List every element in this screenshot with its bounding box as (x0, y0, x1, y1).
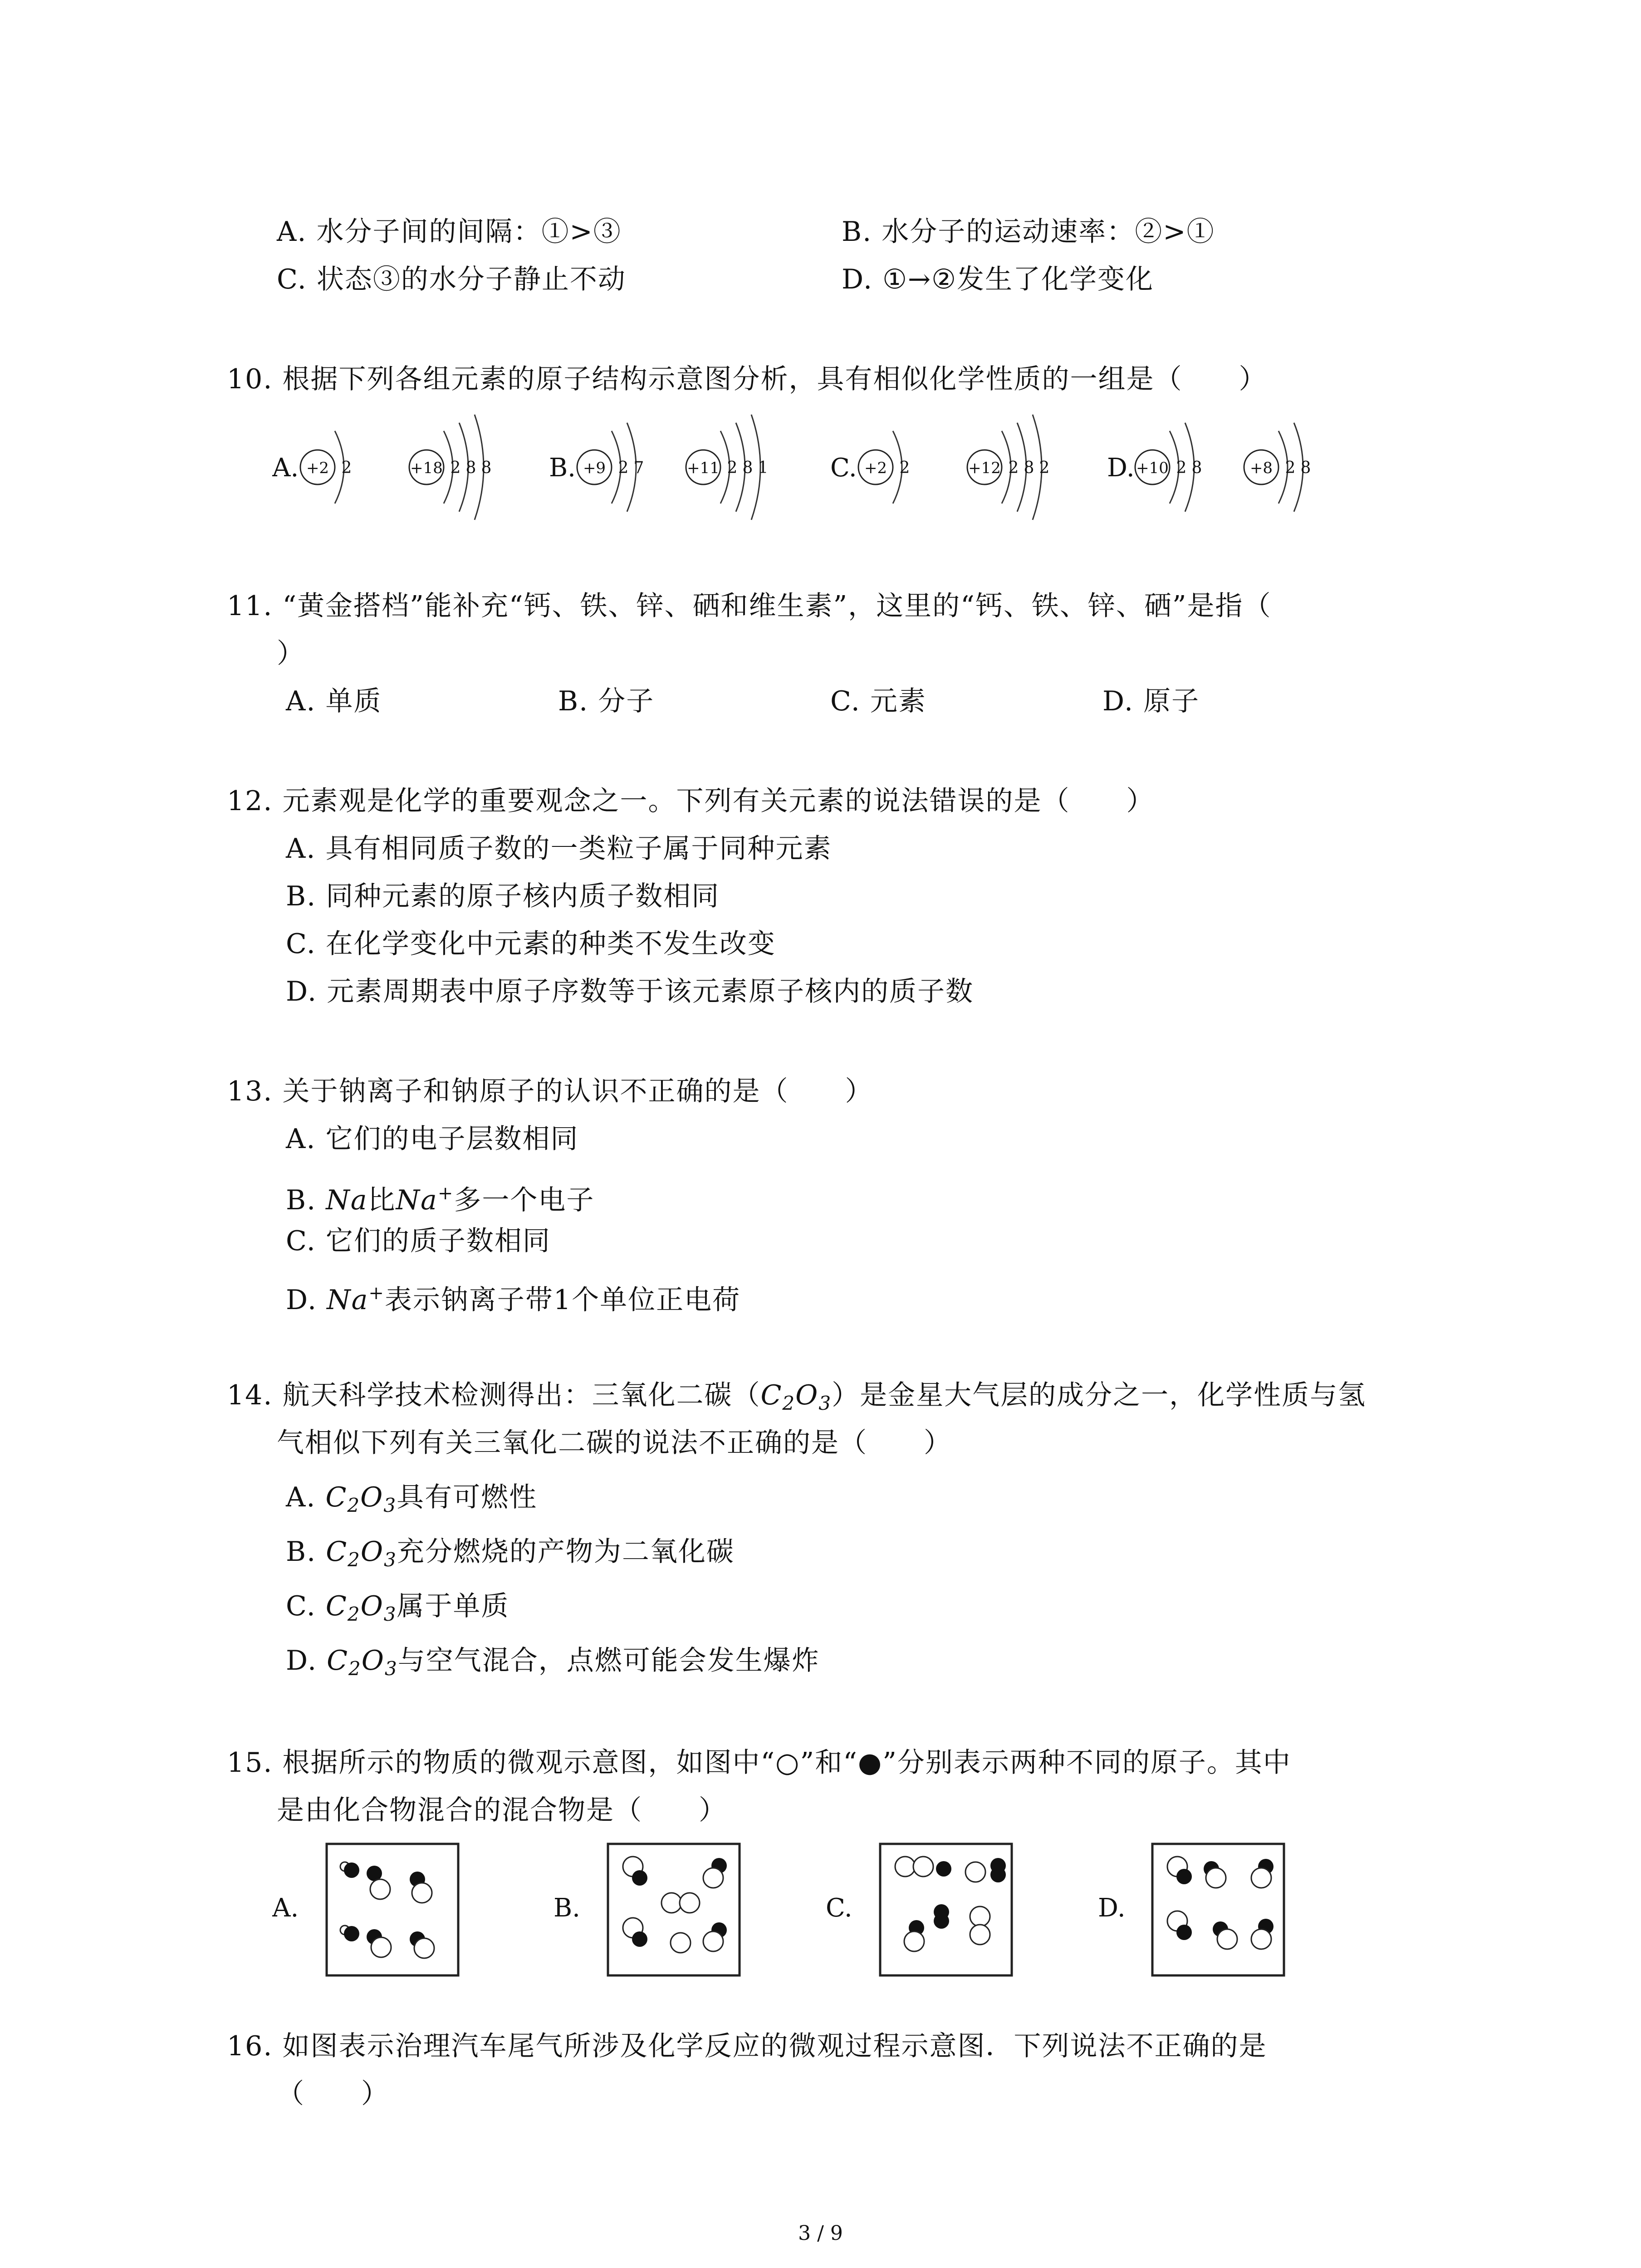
shell-electron-count: 2 (1285, 459, 1296, 477)
nucleus-charge: +12 (968, 459, 1001, 477)
white-atom (680, 1893, 700, 1913)
formula-sub-3: 3 (384, 1657, 398, 1680)
option-label: A. (272, 1893, 299, 1923)
q9-option-b: B. 水分子的运动速率：②>① (842, 216, 1215, 248)
shell-electron-count: 2 (899, 459, 910, 477)
q14-c-label: C. (286, 1590, 326, 1622)
black-atom (632, 1931, 647, 1947)
q13-b-mid: 比 (367, 1184, 396, 1216)
nucleus-charge: +11 (687, 459, 720, 477)
black-atom (934, 1913, 949, 1929)
white-atom (913, 1857, 933, 1877)
option-label: C. (826, 1893, 852, 1923)
shell-electron-count: 8 (1024, 459, 1034, 477)
q13-option-a: A. 它们的电子层数相同 (286, 1123, 579, 1155)
formula-c: C (325, 1590, 348, 1622)
q11-option-a: A. 单质 (286, 685, 382, 717)
q14-option-d (286, 1644, 820, 1685)
shell-electron-count: 2 (450, 459, 461, 477)
nucleus-charge: +10 (1136, 459, 1169, 477)
q14-option-b (286, 1535, 735, 1576)
q13-stem: 13. 关于钠离子和钠原子的认识不正确的是（ ） (227, 1075, 873, 1107)
microscopic-diagrams (272, 1837, 1325, 1982)
nucleus-charge: +2 (306, 459, 329, 477)
shell-electron-count: 8 (1300, 459, 1311, 477)
formula-sub-3: 3 (383, 1494, 397, 1516)
q13-d-label: D. (286, 1284, 327, 1316)
black-atom (1176, 1869, 1192, 1884)
nucleus-charge: +2 (864, 459, 887, 477)
q13-b-charge: + (437, 1183, 454, 1204)
white-atom (703, 1931, 723, 1951)
formula-sub-2: 2 (348, 1657, 362, 1680)
q13-b-label: B. (286, 1184, 326, 1216)
formula-sub-2: 2 (782, 1392, 796, 1414)
q16-stem-line1: 16. 如图表示治理汽车尾气所涉及化学反应的微观过程示意图．下列说法不正确的是 (227, 2030, 1267, 2062)
white-atom (970, 1906, 990, 1926)
q13-d-na: Na (327, 1284, 369, 1316)
q15-stem-line1: 15. 根据所示的物质的微观示意图，如图中“○”和“●”分别表示两种不同的原子。其中 (227, 1747, 1291, 1779)
q14-b-text: 充分燃烧的产物为二氧化碳 (397, 1536, 735, 1568)
q13-d-suffix: 表示钠离子带1个单位正电荷 (384, 1284, 741, 1316)
q14-c-formula (325, 1590, 397, 1625)
white-atom (671, 1933, 691, 1953)
white-atom (970, 1925, 990, 1945)
formula-sub-3: 3 (818, 1392, 832, 1414)
black-atom (632, 1870, 647, 1886)
black-atom (1176, 1925, 1192, 1940)
white-atom (414, 1938, 434, 1958)
q15-stem-line2: 是由化合物混合的混合物是（ ） (277, 1794, 727, 1826)
option-label: D. (1107, 453, 1135, 483)
q14-d-label: D. (286, 1645, 327, 1677)
formula-c: C (327, 1645, 349, 1677)
white-atom (1251, 1929, 1271, 1949)
formula-c: C (760, 1379, 783, 1411)
shell-electron-count: 2 (727, 459, 738, 477)
q11-stem-line1: 11. “黄金搭档”能补充“钙、铁、锌、硒和维生素”，这里的“钙、铁、锌、硒”是指（ (227, 590, 1272, 622)
q14-stem-line2: 气相似下列有关三氧化二碳的说法不正确的是（ ） (277, 1427, 952, 1459)
formula-o: O (360, 1590, 384, 1622)
nucleus-charge: +8 (1249, 459, 1273, 477)
q13-b-na-ion: Na (396, 1184, 438, 1216)
nucleus-charge: +18 (410, 459, 443, 477)
q14-a-label: A. (286, 1481, 326, 1513)
option-label: C. (830, 453, 857, 483)
white-atom (895, 1857, 915, 1877)
micro-diagram-svg (272, 1837, 1325, 1982)
q13-option-d (286, 1277, 740, 1316)
option-label: B. (549, 453, 576, 483)
q14-stem-line1 (227, 1379, 1366, 1420)
option-label: B. (554, 1893, 580, 1923)
q16-stem-line2: （ ） (277, 2078, 389, 2110)
q14-d-text: 与空气混合，点燃可能会发生爆炸 (397, 1645, 820, 1677)
formula-o: O (360, 1481, 384, 1513)
option-label: D. (1098, 1893, 1126, 1923)
shell-electron-count: 7 (633, 459, 644, 477)
formula-c: C (326, 1536, 348, 1568)
shell-electron-count: 8 (1191, 459, 1202, 477)
q14-c-text: 属于单质 (397, 1590, 509, 1622)
formula-sub-3: 3 (384, 1549, 397, 1571)
formula-sub-2: 2 (347, 1603, 361, 1625)
shell-electron-count: 8 (742, 459, 753, 477)
q11-option-d: D. 原子 (1102, 685, 1200, 717)
q14-option-a (286, 1481, 537, 1522)
shell-electron-count: 8 (481, 459, 492, 477)
q12-option-b: B. 同种元素的原子核内质子数相同 (286, 880, 720, 912)
nucleus-charge: +9 (583, 459, 606, 477)
q14-b-formula (326, 1536, 397, 1571)
q11-option-b: B. 分子 (558, 685, 655, 717)
q13-b-suffix: 多一个电子 (454, 1184, 595, 1216)
q13-b-na: Na (326, 1184, 368, 1216)
formula-sub-2: 2 (348, 1549, 361, 1571)
q11-option-c: C. 元素 (830, 685, 926, 717)
formula-o: O (795, 1379, 819, 1411)
white-atom (1206, 1868, 1226, 1888)
page-number: 3 / 9 (798, 2222, 843, 2245)
q14-stem-part2: ）是金星大气层的成分之一，化学性质与氢 (832, 1379, 1367, 1411)
q14-a-text: 具有可燃性 (397, 1481, 538, 1513)
q14-stem-part1: 14. 航天科学技术检测得出：三氧化二碳（ (227, 1379, 761, 1411)
q10-stem: 10. 根据下列各组元素的原子结构示意图分析，具有相似化学性质的一组是（ ） (227, 363, 1267, 395)
shell-electron-count: 2 (1008, 459, 1019, 477)
q9-option-c: C. 状态③的水分子静止不动 (277, 264, 626, 295)
q12-option-d: D. 元素周期表中原子序数等于该元素原子核内的质子数 (286, 976, 974, 1007)
black-atom (936, 1861, 951, 1877)
q14-a-formula (325, 1481, 397, 1516)
formula-c: C (325, 1481, 348, 1513)
q12-stem: 12. 元素观是化学的重要观念之一。下列有关元素的说法错误的是（ ） (227, 785, 1155, 817)
white-atom (412, 1883, 432, 1903)
black-atom (990, 1867, 1006, 1882)
q13-option-c: C. 它们的质子数相同 (286, 1225, 551, 1257)
formula-sub-3: 3 (383, 1603, 397, 1625)
white-atom (371, 1937, 391, 1957)
shell-electron-count: 2 (1039, 459, 1050, 477)
white-atom (370, 1879, 390, 1899)
q13-option-b (286, 1177, 594, 1217)
shell-electron-count: 1 (758, 459, 769, 477)
shell-electron-count: 2 (341, 459, 352, 477)
white-atom (661, 1893, 681, 1913)
atomic-structure-diagrams (272, 408, 1388, 535)
q14-d-formula (327, 1645, 398, 1680)
q12-option-c: C. 在化学变化中元素的种类不发生改变 (286, 928, 776, 960)
q9-option-a: A. 水分子间的间隔：①>③ (277, 216, 622, 248)
q11-stem-line2: ） (277, 638, 305, 670)
q13-d-charge: + (368, 1283, 385, 1304)
white-atom (965, 1862, 985, 1882)
q14-formula (760, 1379, 832, 1414)
white-atom (904, 1931, 924, 1951)
q14-option-c (286, 1590, 509, 1631)
option-label: A. (272, 453, 299, 483)
shell-electron-count: 2 (1176, 459, 1187, 477)
atom-diagram-svg (272, 408, 1388, 535)
q9-option-d: D. ①→②发生了化学变化 (842, 264, 1154, 295)
white-atom (1251, 1868, 1271, 1888)
formula-o: O (360, 1536, 384, 1568)
white-atom (1217, 1929, 1237, 1949)
black-atom (344, 1926, 359, 1941)
formula-o: O (361, 1645, 385, 1677)
formula-sub-2: 2 (347, 1494, 361, 1516)
q12-option-a: A. 具有相同质子数的一类粒子属于同种元素 (286, 833, 832, 865)
black-atom (344, 1862, 359, 1878)
q14-b-label: B. (286, 1536, 326, 1568)
shell-electron-count: 2 (618, 459, 629, 477)
white-atom (703, 1868, 723, 1888)
shell-electron-count: 8 (465, 459, 476, 477)
